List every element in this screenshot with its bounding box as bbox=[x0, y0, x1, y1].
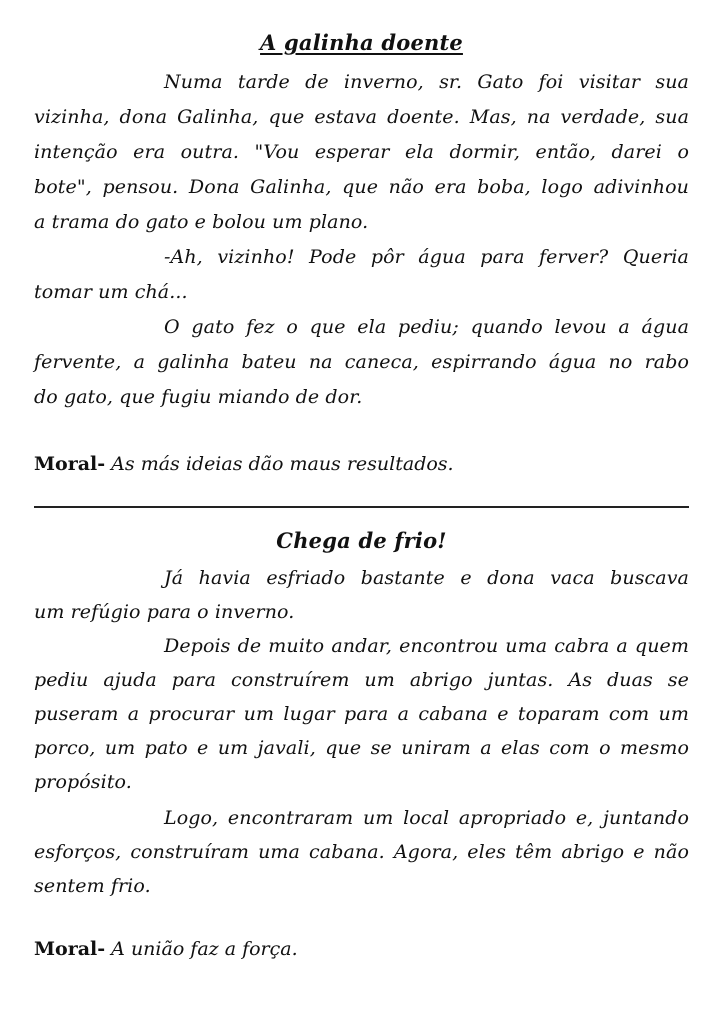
moral-label: Moral- bbox=[34, 938, 106, 960]
paragraph-line: -Ah, vizinho! Pode pôr água para ferver? Queria bbox=[164, 246, 689, 268]
paragraph-line: pediu ajuda para construírem um abrigo juntas. As duas se bbox=[34, 669, 689, 691]
moral-text: As más ideias dão maus resultados. bbox=[105, 453, 454, 475]
paragraph-line: esforços, construíram uma cabana. Agora, eles têm abrigo e não bbox=[34, 841, 689, 863]
paragraph-line: intenção era outra. "Vou esperar ela dormir, então, darei o bbox=[34, 141, 689, 163]
paragraph-line: a trama do gato e bolou um plano. bbox=[34, 211, 369, 233]
section-divider bbox=[34, 506, 689, 508]
paragraph-line: fervente, a galinha bateu na caneca, espirrando água no rabo bbox=[34, 351, 689, 373]
paragraph-line: O gato fez o que ela pediu; quando levou a água bbox=[164, 316, 689, 338]
story-title: A galinha doente bbox=[260, 30, 463, 55]
paragraph-line: sentem frio. bbox=[34, 875, 151, 897]
paragraph-line: Numa tarde de inverno, sr. Gato foi visitar sua bbox=[164, 71, 689, 93]
paragraph-line: bote", pensou. Dona Galinha, que não era boba, logo adivinhou bbox=[34, 176, 689, 198]
paragraph-line: um refúgio para o inverno. bbox=[34, 601, 295, 623]
paragraph-line: puseram a procurar um lugar para a cabana e toparam com um bbox=[34, 703, 689, 725]
paragraph-line: Já havia esfriado bastante e dona vaca buscava bbox=[164, 567, 689, 589]
paragraph-line: vizinha, dona Galinha, que estava doente. Mas, na verdade, sua bbox=[34, 106, 689, 128]
paragraph-line: porco, um pato e um javali, que se uniram a elas com o mesmo bbox=[34, 737, 689, 759]
moral-label: Moral- bbox=[34, 453, 106, 475]
paragraph-line: tomar um chá... bbox=[34, 281, 188, 303]
paragraph-line: propósito. bbox=[34, 771, 132, 793]
story-title: Chega de frio! bbox=[276, 528, 447, 553]
moral-text: A união faz a força. bbox=[105, 938, 298, 960]
moral bbox=[34, 447, 689, 481]
paragraph-line: Logo, encontraram um local apropriado e, juntando bbox=[164, 807, 689, 829]
paragraph-line: do gato, que fugiu miando de dor. bbox=[34, 386, 363, 408]
moral bbox=[34, 932, 689, 966]
paragraph-line: Depois de muito andar, encontrou uma cabra a quem bbox=[164, 635, 689, 657]
